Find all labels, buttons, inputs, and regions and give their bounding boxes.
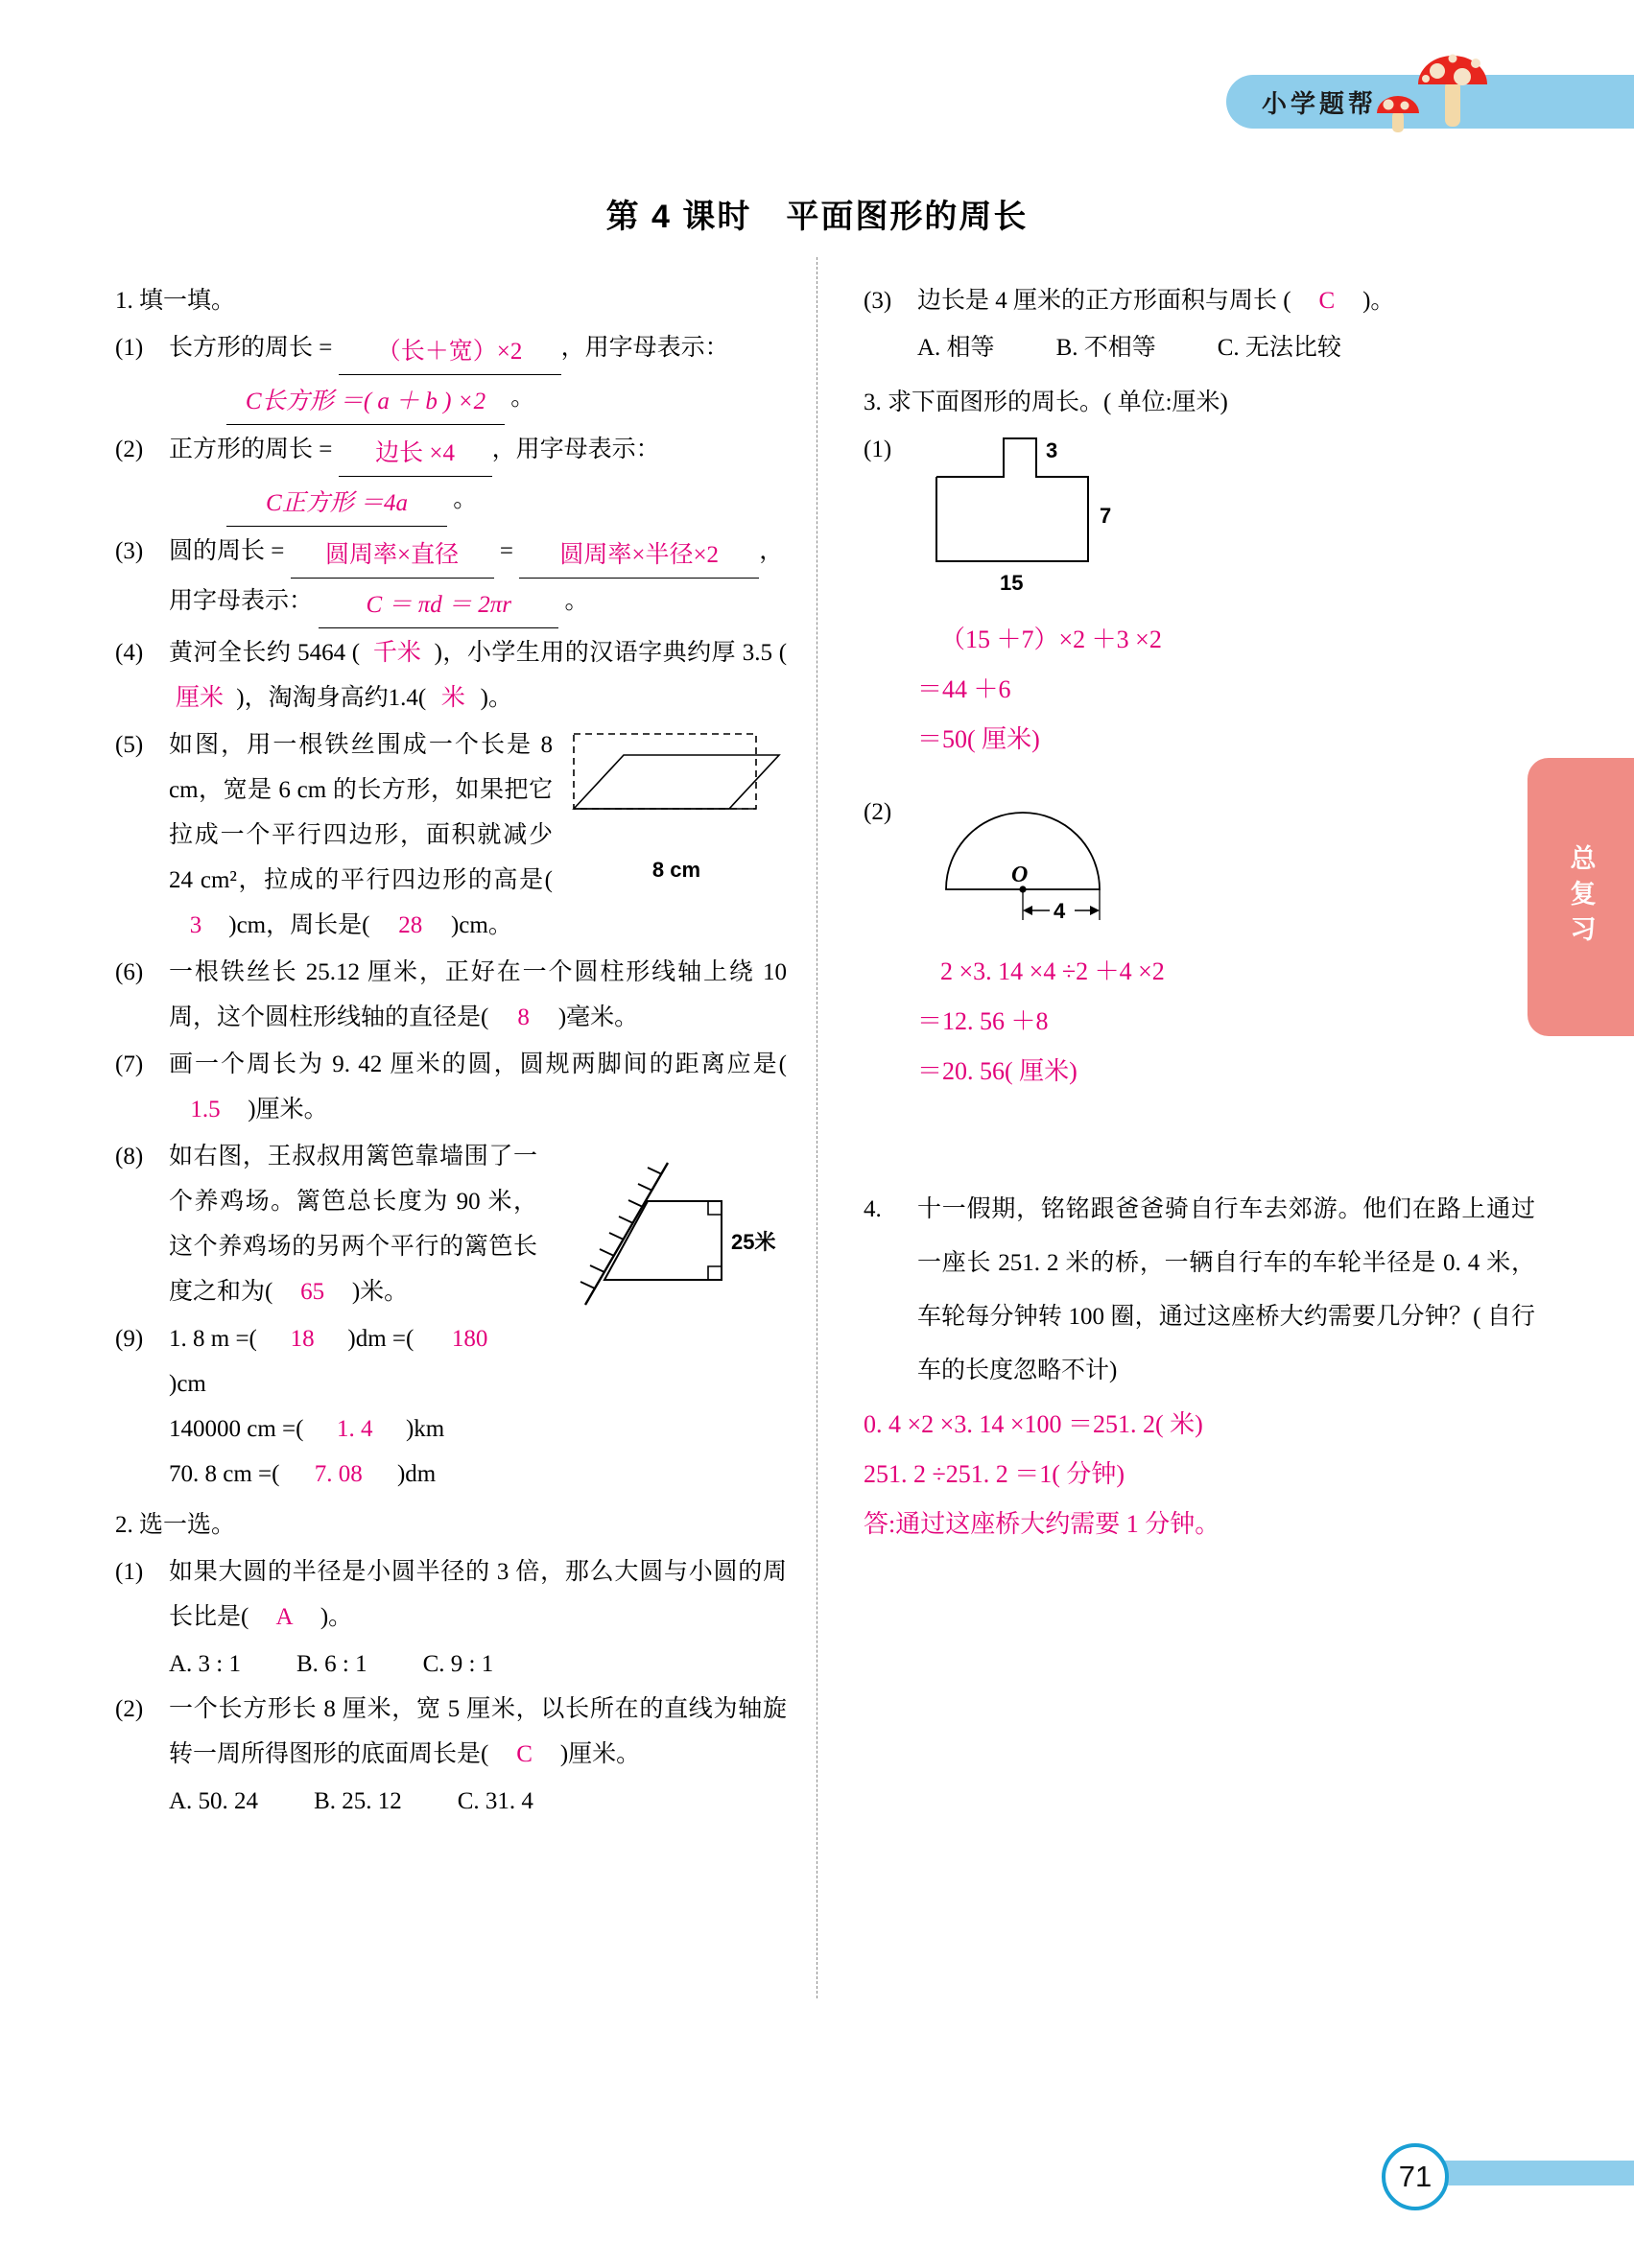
question-3-heading: 3. 求下面图形的周长。( 单位:厘米) — [864, 390, 1228, 415]
svg-text:7: 7 — [1100, 504, 1112, 528]
item-text-after: )厘米。 — [248, 1097, 328, 1122]
answer-dm[interactable]: 18 — [290, 1326, 315, 1352]
answer-blank-formula[interactable]: C长方形 ＝( a ＋ b ) ×2 — [226, 379, 505, 425]
q1-item-5 — [115, 722, 787, 948]
item-text: 画一个周长为 9. 42 厘米的圆，圆规两脚间的距离应是( — [169, 1051, 787, 1077]
item-text-after: )毫米。 — [557, 1004, 639, 1030]
answer-blank-1[interactable]: 圆周率×直径 — [291, 532, 494, 579]
item-text: 如右图，王叔叔用篱笆靠墙围了一个养鸡场。篱笆总长度为 90 米，这个养鸡场的另两个平行的篱笆长度之和为( — [169, 1144, 537, 1305]
svg-text:4: 4 — [1054, 899, 1066, 923]
answer-unit-1[interactable]: 千米 — [372, 640, 421, 666]
item-text-mid: = — [499, 538, 513, 564]
q3-sub1-solution-line-3: ＝50( 厘米) — [917, 725, 1040, 753]
item-text-mid: ，用字母表示： — [560, 335, 729, 361]
answer-perimeter[interactable]: 28 — [398, 912, 423, 938]
conv-text-c: )cm — [169, 1371, 206, 1397]
section-tab-label: 总复习 — [1566, 843, 1596, 951]
item-text: 长方形的周长 = — [169, 335, 333, 361]
q3-sub2-solution-line-1: 2 ×3. 14 ×4 ÷2 ＋4 ×2 — [940, 957, 1165, 985]
page-title: 第 4 课时 平面图形的周长 — [605, 199, 1029, 235]
option-c[interactable]: C. 9 : 1 — [422, 1651, 494, 1677]
item-label: (2) — [115, 1696, 144, 1722]
conv-text-a2: 140000 cm =( — [169, 1416, 304, 1442]
left-column — [115, 278, 787, 1824]
fence-figure — [547, 1140, 787, 1337]
unit-conversion-line-1 — [169, 1316, 787, 1406]
q2-item-3 — [864, 278, 1535, 323]
answer-unit-3[interactable]: 米 — [440, 685, 465, 711]
q4-answer-line: 答:通过这座桥大约需要 1 分钟。 — [864, 1510, 1220, 1538]
option-a[interactable]: A. 相等 — [917, 335, 995, 361]
item-text-d: )。 — [480, 685, 512, 711]
answer-height[interactable]: 3 — [189, 912, 202, 938]
q1-item-6 — [115, 950, 787, 1040]
item-text-after: )米。 — [351, 1279, 409, 1305]
answer-dm-2[interactable]: 7. 08 — [314, 1461, 363, 1487]
item-label: (3) — [864, 288, 892, 314]
q1-item-8 — [115, 1134, 787, 1314]
answer-blank-3[interactable]: C ＝ πd ＝ 2πr — [319, 582, 558, 628]
answer-cm[interactable]: 180 — [451, 1326, 488, 1352]
item-text-after: )。 — [1362, 288, 1395, 314]
answer-blank-2[interactable]: 圆周率×半径×2 — [519, 532, 759, 579]
page-number: 71 — [1382, 2143, 1449, 2210]
question-2-heading: 2. 选一选。 — [115, 1512, 236, 1538]
item-label: (1) — [115, 335, 144, 361]
item-text: 一根铁丝长 25.12 厘米，正好在一个圆柱形线轴上绕 10 周，这个圆柱形线轴的直径是( — [169, 959, 787, 1030]
answer-choice[interactable]: C — [516, 1741, 533, 1767]
item-label: (5) — [115, 732, 144, 758]
item-text-a: 黄河全长约 5464 ( — [169, 640, 361, 666]
item-text-after: )cm。 — [450, 912, 512, 938]
parallelogram-figure — [566, 728, 787, 892]
q2-item-3-options — [864, 325, 1535, 370]
footer-bar — [1422, 2161, 1634, 2185]
right-column — [864, 278, 1535, 1549]
semicircle-figure — [917, 790, 1535, 947]
q3-sub2-solution-line-2: ＝12. 56 ＋8 — [917, 1007, 1049, 1035]
item-label: (7) — [115, 1051, 144, 1077]
conv-text-b3: )dm — [396, 1461, 437, 1487]
conv-text-a3: 70. 8 cm =( — [169, 1461, 280, 1487]
q3-sub1-solution-line-2: ＝44 ＋6 — [917, 675, 1011, 703]
q1-item-3 — [115, 529, 787, 628]
item-label: (6) — [115, 959, 144, 985]
question-1-heading: 1. 填一填。 — [115, 288, 236, 314]
brand-title: 小学题帮 — [1262, 89, 1378, 118]
q3-sub1-solution-line-1: （15 ＋7）×2 ＋3 ×2 — [940, 626, 1162, 653]
item-label: (9) — [115, 1326, 144, 1352]
answer-km[interactable]: 1. 4 — [336, 1416, 373, 1442]
option-a[interactable]: A. 3 : 1 — [169, 1651, 241, 1677]
option-a[interactable]: A. 50. 24 — [169, 1788, 259, 1814]
item-label: (1) — [115, 1559, 144, 1585]
item-text-mid: ，用字母表示： — [491, 437, 660, 462]
item-text: 圆的周长 = — [169, 538, 285, 564]
item-text: 边长是 4 厘米的正方形面积与周长 ( — [917, 288, 1291, 314]
option-c[interactable]: C. 无法比较 — [1217, 335, 1341, 361]
q1-item-9 — [115, 1316, 787, 1497]
q2-item-1 — [115, 1549, 787, 1640]
option-b[interactable]: B. 6 : 1 — [296, 1651, 367, 1677]
item-text-c: )，淘淘身高约1.4( — [236, 685, 427, 711]
q1-item-4 — [115, 630, 787, 721]
svg-text:O: O — [1011, 862, 1029, 887]
answer-diameter[interactable]: 8 — [517, 1004, 530, 1030]
item-label: (4) — [115, 640, 144, 666]
notched-rectangle-figure — [917, 427, 1535, 615]
q2-item-1-options — [115, 1642, 787, 1687]
answer-blank-formula[interactable]: C正方形 ＝4a — [226, 481, 447, 527]
mushroom-icon — [1362, 29, 1516, 132]
answer-radius[interactable]: 1.5 — [190, 1097, 221, 1122]
q4-solution-line-2: 251. 2 ÷251. 2 ＝1( 分钟) — [864, 1460, 1125, 1488]
item-label: (2) — [115, 437, 144, 462]
q2-item-2 — [115, 1687, 787, 1777]
answer-choice[interactable]: C — [1318, 288, 1336, 314]
svg-text:25米: 25米 — [731, 1230, 776, 1254]
item-text-after: 。 — [510, 385, 535, 411]
item-text-after: 。 — [453, 486, 478, 512]
item-text-after: 。 — [564, 588, 589, 614]
item-text: 一个长方形长 8 厘米，宽 5 厘米，以长所在的直线为轴旋转一周所得图形的底面周长是( — [169, 1696, 787, 1767]
item-text: 如图，用一根铁丝围成一个长是 8 cm，宽是 6 cm 的长方形，如果把它拉成一个平行四边形，面积就减少 24 cm²，拉成的平行四边形的高是( — [169, 732, 553, 893]
svg-text:3: 3 — [1046, 438, 1058, 462]
item-text-b: )，小学生用的汉语字典约厚 3.5 ( — [434, 640, 788, 666]
item-text: 如果大圆的半径是小圆半径的 3 倍，那么大圆与小圆的周长比是( — [169, 1559, 787, 1630]
q2-item-2-options — [115, 1779, 787, 1824]
question-4 — [864, 1183, 1535, 1398]
answer-blank[interactable]: （长＋宽）×2 — [339, 329, 561, 375]
answer-blank[interactable]: 边长 ×4 — [339, 431, 492, 477]
q3-sub2-solution-line-3: ＝20. 56( 厘米) — [917, 1057, 1077, 1085]
option-c[interactable]: C. 31. 4 — [457, 1788, 533, 1814]
question-4-text: 十一假期，铭铭跟爸爸骑自行车去郊游。他们在路上通过一座长 251. 2 米的桥，一辆自行车的车轮半径是 0. 4 米，车轮每分钟转 100 圈，通过这座桥大约需要几分钟？( 自行车的长度忽略不计) — [917, 1196, 1535, 1383]
q3-sub-2 — [864, 790, 1535, 1097]
item-text-after: )厘米。 — [559, 1741, 641, 1767]
item-label: 4. — [864, 1196, 882, 1222]
option-b[interactable]: B. 25. 12 — [314, 1788, 402, 1814]
item-text: 正方形的周长 = — [169, 437, 333, 462]
q1-item-1 — [115, 325, 787, 425]
answer-fence-length[interactable]: 65 — [300, 1279, 325, 1305]
q4-solution-line-1: 0. 4 ×2 ×3. 14 ×100 ＝251. 2( 米) — [864, 1410, 1203, 1438]
q1-item-2 — [115, 427, 787, 527]
q3-sub-1 — [864, 427, 1535, 765]
q1-item-7 — [115, 1042, 787, 1132]
answer-choice[interactable]: A — [275, 1604, 294, 1630]
conv-text-a: 1. 8 m =( — [169, 1326, 257, 1352]
conv-text-b: )dm =( — [347, 1326, 414, 1352]
item-label: (8) — [115, 1144, 144, 1169]
item-label: (3) — [115, 538, 144, 564]
section-tab-review[interactable] — [1527, 758, 1634, 1036]
item-text-after: )。 — [320, 1604, 353, 1630]
conv-text-b2: )km — [405, 1416, 445, 1442]
item-text-mid2: ，用字母表示： — [169, 538, 784, 614]
item-text-mid: )cm，周长是( — [228, 912, 370, 938]
figure-caption: 8 cm — [651, 858, 701, 882]
unit-conversion-line-2 — [169, 1406, 787, 1452]
unit-conversion-line-3 — [169, 1452, 787, 1497]
item-label: (2) — [864, 799, 892, 825]
svg-text:15: 15 — [1000, 571, 1024, 595]
option-b[interactable]: B. 不相等 — [1055, 335, 1156, 361]
item-label: (1) — [864, 437, 892, 462]
answer-unit-2[interactable]: 厘米 — [175, 685, 224, 711]
